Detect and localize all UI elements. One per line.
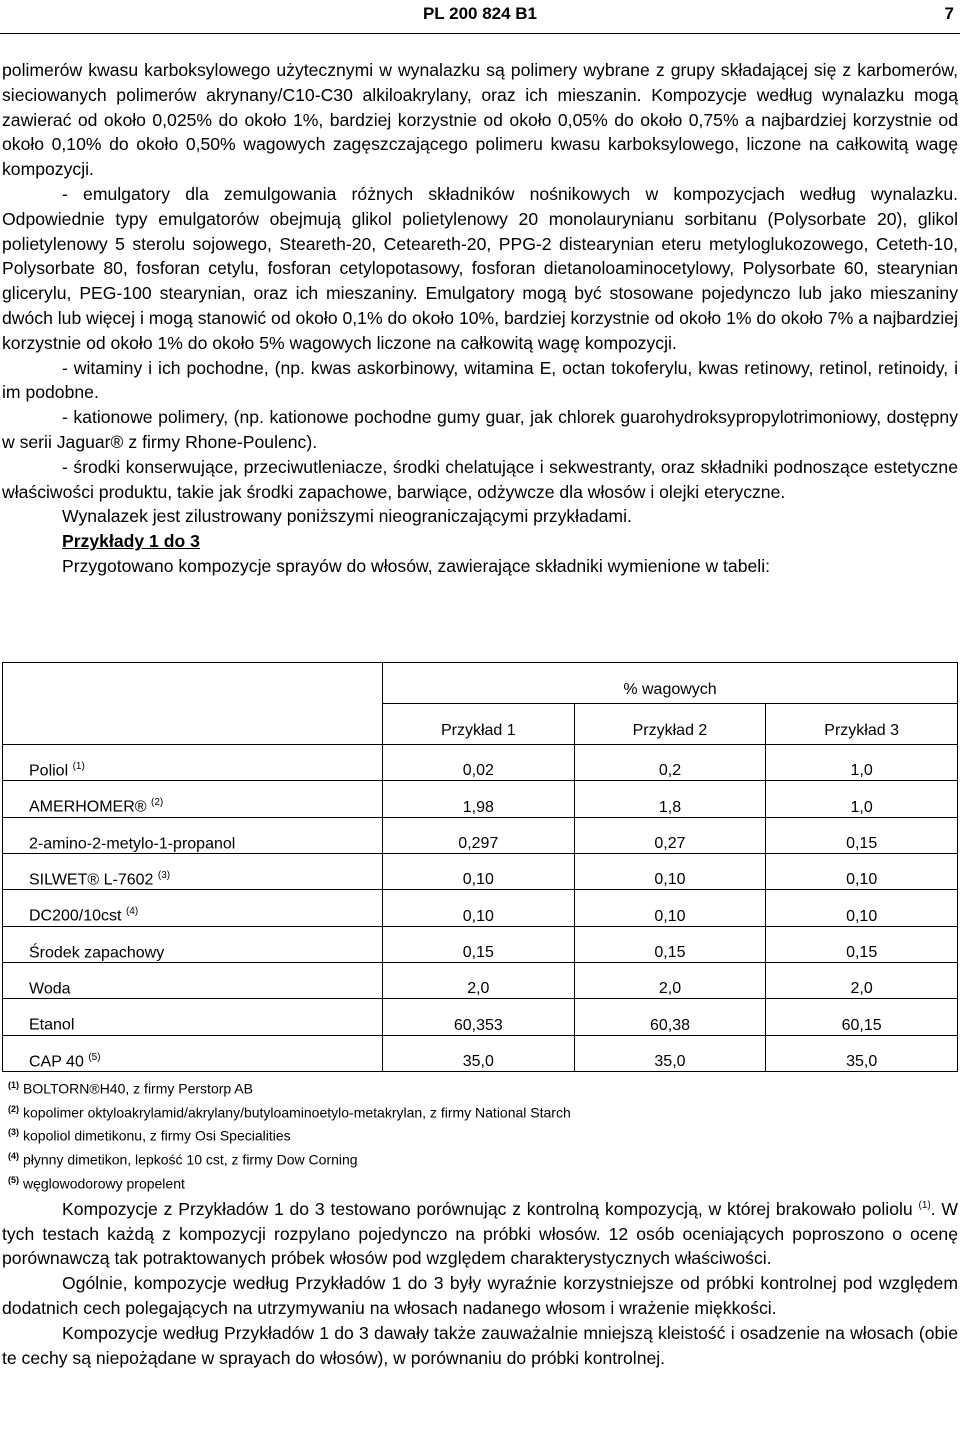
table-cell: 2,0 [383, 963, 575, 999]
table-cell: 60,353 [383, 999, 575, 1035]
ingredient-name: SILWET® L-7602 $^{(3)}$ [3, 854, 383, 890]
table-row [3, 854, 958, 890]
patent-number: PL 200 824 B1 [422, 4, 538, 23]
paragraph-testing: Kompozycje z Przykładów 1 do 3 testowano porównując z kontrolną kompozycją, w której brakowało poliolu $^{(1)}$. W tych testach każdą z kompozycji rozpylano pojedynczo na próbki włosów. 12 osób oceniających poproszono o ocenę porównawczą tak potraktowanych próbek włosów pod względem charakterystycznych właściwości. [2, 1198, 959, 1269]
table-cell: 1,0 [766, 781, 958, 817]
table-cell: 2,0 [766, 963, 958, 999]
header-rule [0, 33, 960, 34]
table-row [3, 963, 958, 999]
table-cell: 0,10 [574, 854, 766, 890]
paragraph-results: Ogólnie, kompozycje według Przykładów 1 do 3 były wyraźnie korzystniejsze od próbki kontrolnej pod względem dodatnich cech polegających na utrzymywaniu na włosach nadanego włosom i wrażenie miękkości. [2, 1273, 958, 1319]
table-cell: 0,10 [574, 890, 766, 926]
page-number: 7 [944, 4, 954, 23]
table-cell: 35,0 [574, 1035, 766, 1071]
footnotes [8, 1075, 571, 1193]
table-cell: 0,10 [766, 854, 958, 890]
table-cell: 0,02 [383, 745, 575, 781]
table-row [3, 1035, 958, 1071]
table-cell: 0,15 [383, 926, 575, 962]
paragraph-preservatives: - środki konserwujące, przeciwutleniacze, środki chelatujące i sekwestranty, oraz składniki podnoszące estetyczne właściwości produktu, takie jak środki zapachowe, barwiące, odżywcze dla włosów i olejki eteryczne. [2, 456, 958, 502]
ingredient-name: Etanol [3, 999, 383, 1035]
column-header: Przykład 3 [766, 704, 958, 745]
table-cell: 1,0 [766, 745, 958, 781]
table-cell: 0,297 [383, 817, 575, 853]
table-cell: 1,98 [383, 781, 575, 817]
table-corner-cell [3, 663, 383, 745]
section-heading: Przykłady 1 do 3 [62, 531, 200, 552]
table-cell: 0,10 [383, 854, 575, 890]
footnote: $^{(3)}$ kopoliol dimetikonu, z firmy Osi Specialities [8, 1127, 291, 1144]
ingredient-name: Woda [3, 963, 383, 999]
table-cell: 60,38 [574, 999, 766, 1035]
table-row [3, 781, 958, 817]
footnote: $^{(5)}$ węglowodorowy propelent [8, 1174, 185, 1192]
ingredient-name: Poliol $^{(1)}$ [3, 745, 383, 781]
ingredient-name: Środek zapachowy [3, 926, 383, 962]
table-cell: 0,15 [574, 926, 766, 962]
table-cell: 0,15 [766, 817, 958, 853]
paragraph-cationic-polymers: - kationowe polimery, (np. kationowe pochodne gumy guar, jak chlorek guarohydroksypropylotrimoniowy, dostępny w serii Jaguar® z firmy Rhone-Poulenc). [2, 407, 958, 452]
paragraph-vitamins: - witaminy i ich pochodne, (np. kwas askorbinowy, witamina E, octan tokoferylu, kwas retinowy, retinol, retinoidy, i im podobne. [2, 357, 958, 403]
table-cell: 0,10 [766, 890, 958, 926]
table-cell: 35,0 [383, 1035, 575, 1071]
composition-table-container [2, 662, 958, 1072]
ingredient-name: 2-amino-2-metylo-1-propanol [3, 817, 383, 853]
ingredient-name: CAP 40 $^{(5)}$ [3, 1035, 383, 1071]
table-cell: 60,15 [766, 999, 958, 1035]
column-header: Przykład 1 [383, 704, 575, 745]
ingredient-name: AMERHOMER® $^{(2)}$ [3, 781, 383, 817]
table-cell: 0,2 [574, 745, 766, 781]
body-text [2, 58, 958, 579]
composition-table [2, 662, 958, 1072]
page-header [0, 0, 960, 40]
footnote: $^{(1)}$ BOLTORN®H40, z firmy Perstorp AB [8, 1080, 253, 1097]
footnote: $^{(2)}$ kopolimer oktyloakrylamid/akrylany/butyloaminoetylo-metakrylan, z firmy National Starch [8, 1103, 571, 1121]
table-cell: 1,8 [574, 781, 766, 817]
table-cell: 35,0 [766, 1035, 958, 1071]
paragraph-examples-intro: Wynalazek jest zilustrowany poniższymi nieograniczającymi przykładami. [62, 506, 632, 527]
table-cell: 0,27 [574, 817, 766, 853]
ingredient-name: DC200/10cst $^{(4)}$ [3, 890, 383, 926]
table-row [3, 817, 958, 853]
closing-text [2, 1194, 958, 1370]
paragraph-stickiness: Kompozycje według Przykładów 1 do 3 dawały także zauważalnie mniejszą kleistość i osadzenie na włosach (obie te cechy są niepożądane w sprayach do włosów), w porównaniu do próbki kontrolnej. [2, 1322, 958, 1368]
table-cell: 0,10 [383, 890, 575, 926]
footnote: $^{(4)}$ płynny dimetikon, lepkość 10 cst, z firmy Dow Corning [8, 1150, 358, 1168]
table-row [3, 890, 958, 926]
table-group-header: % wagowych [383, 663, 958, 704]
table-cell: 0,15 [766, 926, 958, 962]
table-group-header-row [3, 663, 958, 704]
paragraph-polymers: polimerów kwasu karboksylowego użytecznymi w wynalazku są polimery wybrane z grupy składającej się z karbomerów, sieciowanych polimerów akrynany/C10-C30 alkiloakrylany, oraz ich mieszanin. Kompozycje według wynalazku mogą zawierać od około 0,025% do około 1%, bardziej korzystnie od około 0,05% do około 0,75% a najbardziej korzystnie od około 0,10% do około 0,50% wagowych zagęszczającego polimeru kwasu karboksylowego, liczone na całkowitą wagę kompozycji. [2, 60, 958, 180]
column-header: Przykład 2 [574, 704, 766, 745]
paragraph-emulsifiers: - emulgatory dla zemulgowania różnych składników nośnikowych w kompozycjach według wynalazku. Odpowiednie typy emulgatorów obejmują glikol polietylenowy 20 monolaurynianu sorbitanu (Polysorbate 20), glikol polietylenowy 5 sterolu sojowego, Steareth-20, Ceteareth-20, PPG-2 distearynian eteru metyloglukozowego, Ceteth-10, Polysorbate 80, fosforan cetylu, fosforan cetylopotasowy, fosforan dietanoloaminocetylowy, Polysorbate 60, stearynian glicerylu, PEG-100 stearynian, oraz ich mieszaniny. Emulgatory mogą być stosowane pojedynczo lub jako mieszaniny dwóch lub więcej i mogą stanowić od około 0,1% do około 10%, bardziej korzystnie od około 1% do około 7% a najbardziej korzystnie od około 1% do około 5% wagowych liczone na całkowitą wagę kompozycji. [2, 183, 958, 353]
table-row [3, 745, 958, 781]
table-row [3, 926, 958, 962]
table-cell: 2,0 [574, 963, 766, 999]
table-row [3, 999, 958, 1035]
table-intro: Przygotowano kompozycje sprayów do włosów, zawierające składniki wymienione w tabeli: [62, 555, 770, 576]
